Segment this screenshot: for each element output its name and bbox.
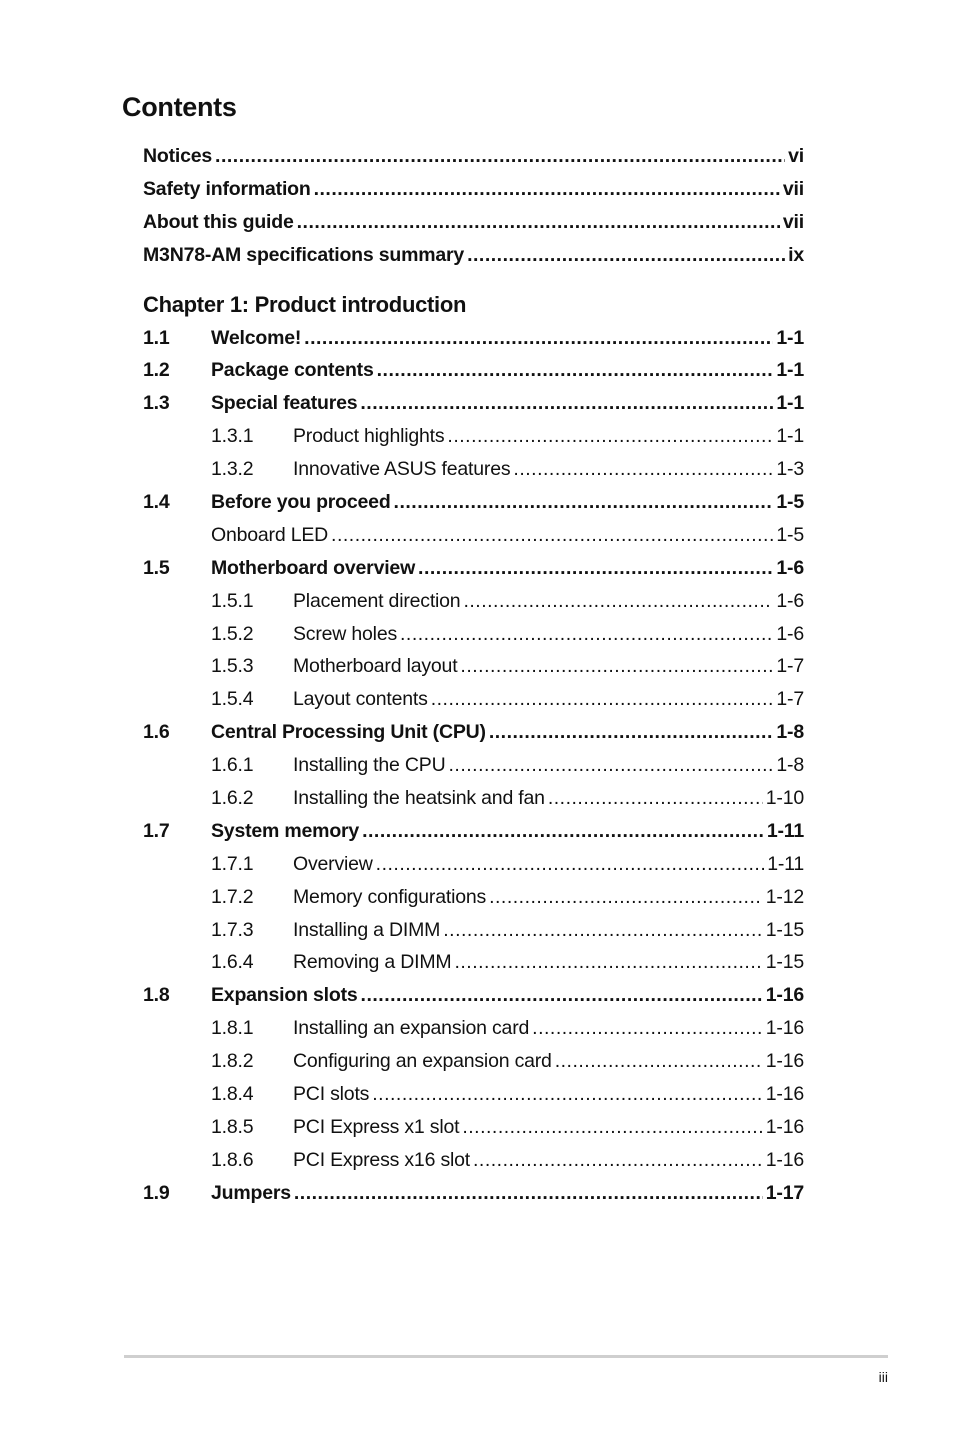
toc-entry-page: vii [782, 177, 804, 200]
toc-entry-number: 1.5 [143, 556, 170, 579]
toc-entry-label: Screw holes [293, 622, 398, 645]
toc-entry-label: Central Processing Unit (CPU) [211, 721, 486, 744]
toc-entry-label: Product highlights [293, 425, 445, 448]
toc-entry-label: About this guide [143, 210, 294, 233]
toc-entry-page: 1-7 [776, 688, 804, 711]
toc-entry-number: 1.2 [143, 359, 170, 382]
toc-entry-page: 1-11 [767, 852, 804, 875]
toc-entry-about-this-guide[interactable] [143, 206, 804, 239]
dot-leader [304, 322, 773, 355]
toc-entry-page: 1-1 [776, 359, 804, 382]
toc-entry-label: Notices [143, 145, 213, 167]
dot-leader [331, 519, 773, 552]
toc-entry-number: 1.7.1 [211, 852, 254, 875]
toc-entry-label: Removing a DIMM [293, 951, 452, 974]
toc-entry-1-6-2[interactable] [143, 782, 804, 815]
toc-entry-number: 1.8.6 [211, 1148, 254, 1171]
dot-leader [454, 946, 762, 979]
toc-entry-1-8-6[interactable] [143, 1144, 804, 1177]
table-of-contents [143, 140, 804, 1210]
toc-entry-label: Special features [211, 392, 358, 415]
toc-entry-page: 1-8 [776, 754, 804, 777]
toc-entry-page: 1-17 [765, 1181, 804, 1204]
toc-entry-notices[interactable] [143, 140, 804, 173]
toc-entry-label: Before you proceed [211, 491, 391, 514]
toc-entry-1-3-1[interactable] [143, 420, 804, 453]
toc-entry-page: 1-12 [765, 885, 804, 908]
toc-entry-label: Installing a DIMM [293, 918, 441, 941]
toc-entry-number: 1.3.2 [211, 458, 254, 481]
toc-entry-safety-information[interactable] [143, 173, 804, 206]
toc-entry-1-5[interactable] [143, 552, 804, 585]
toc-entry-label: Jumpers [211, 1181, 291, 1204]
toc-entry-1-4[interactable] [143, 486, 804, 519]
toc-entry-number: 1.6 [143, 721, 170, 744]
toc-entry-1-2[interactable] [143, 354, 804, 387]
toc-entry-page: ix [788, 243, 804, 266]
toc-entry-number: 1.3 [143, 392, 170, 415]
toc-entry-page: 1-3 [776, 458, 804, 481]
toc-entry-page: 1-5 [776, 523, 804, 546]
dot-leader [360, 387, 773, 420]
toc-entry-1-8-2[interactable] [143, 1045, 804, 1078]
toc-entry-page: 1-16 [765, 1115, 804, 1138]
toc-entry-1-5-3[interactable] [143, 650, 804, 683]
toc-entry-number: 1.5.4 [211, 688, 254, 711]
toc-entry-label: Memory configurations [293, 885, 487, 908]
toc-entry-page: 1-16 [765, 1148, 804, 1171]
toc-entry-label: Package contents [211, 359, 374, 382]
toc-entry-number: 1.9 [143, 1181, 170, 1204]
toc-entry-number: 1.6.2 [211, 787, 254, 810]
toc-entry-label: Installing the CPU [293, 754, 446, 777]
toc-entry-label: PCI Express x16 slot [293, 1148, 470, 1171]
toc-entry-1-1[interactable] [143, 322, 804, 355]
toc-entry-page: 1-1 [776, 392, 804, 415]
toc-entry-label: PCI Express x1 slot [293, 1115, 460, 1138]
toc-entry-number: 1.5.2 [211, 622, 254, 645]
dot-leader [460, 650, 773, 683]
toc-entry-number: 1.7.3 [211, 918, 254, 941]
dot-leader [431, 683, 774, 716]
toc-entry-1-6-1[interactable] [143, 749, 804, 782]
dot-leader [297, 206, 780, 239]
toc-entry-page: vii [782, 210, 804, 233]
toc-entry-1-3-2[interactable] [143, 453, 804, 486]
toc-entry-number: 1.8.5 [211, 1115, 254, 1138]
toc-entry-number: 1.8.2 [211, 1050, 254, 1073]
toc-entry-page: 1-16 [765, 1017, 804, 1040]
toc-entry-label: Welcome! [211, 326, 302, 349]
dot-leader [448, 749, 773, 782]
toc-entry-label: Expansion slots [211, 984, 358, 1007]
toc-entry-number: 1.5.1 [211, 589, 254, 612]
dot-leader [489, 881, 763, 914]
toc-entry-1-8-5[interactable] [143, 1111, 804, 1144]
toc-entry-page: 1-5 [776, 491, 804, 514]
toc-entry-label: Motherboard overview [211, 556, 416, 579]
dot-leader [400, 618, 773, 651]
toc-entry-1-5-1[interactable] [143, 585, 804, 618]
toc-entry-1-8-1[interactable] [143, 1012, 804, 1045]
dot-leader [377, 354, 774, 387]
toc-entry-page: 1-15 [765, 951, 804, 974]
toc-entry-1-7-1[interactable] [143, 848, 804, 881]
toc-entry-1-8[interactable] [143, 979, 804, 1012]
toc-entry-page: 1-16 [765, 1050, 804, 1073]
toc-entry-page: 1-6 [776, 556, 804, 579]
toc-entry-number: 1.3.1 [211, 425, 254, 448]
toc-entry-number: 1.7 [143, 819, 170, 842]
toc-entry-number: 1.5.3 [211, 655, 254, 678]
toc-entry-page: 1-8 [776, 721, 804, 744]
toc-entry-number: 1.6.1 [211, 754, 254, 777]
dot-leader [463, 585, 773, 618]
toc-entry-label: Configuring an expansion card [293, 1050, 552, 1073]
footer-divider [124, 1355, 888, 1358]
page-number: iii [878, 1369, 888, 1385]
dot-leader [489, 716, 774, 749]
toc-entry-1-5-2[interactable] [143, 618, 804, 651]
dot-leader [294, 1177, 763, 1210]
chapter-heading: Chapter 1: Product introduction [143, 291, 467, 317]
toc-entry-number: 1.7.2 [211, 885, 254, 908]
dot-leader [362, 815, 764, 848]
dot-leader [548, 782, 763, 815]
toc-entry-label: Innovative ASUS features [293, 458, 511, 481]
toc-entry-number: 1.8.4 [211, 1083, 254, 1106]
toc-entry-number: 1.4 [143, 491, 170, 514]
toc-entry-1-7[interactable] [143, 815, 804, 848]
toc-entry-number: 1.6.4 [211, 951, 254, 974]
toc-entry-number: 1.8.1 [211, 1017, 254, 1040]
toc-entry-1-7-2[interactable] [143, 881, 804, 914]
toc-entry-1-8-4[interactable] [143, 1078, 804, 1111]
toc-entry-page: 1-11 [766, 819, 804, 842]
toc-entry-label: Placement direction [293, 589, 461, 612]
dot-leader [418, 552, 773, 585]
toc-entry-page: 1-7 [776, 655, 804, 678]
toc-entry-1-5-4[interactable] [143, 683, 804, 716]
toc-entry-1-9[interactable] [143, 1177, 804, 1210]
dot-leader [215, 140, 785, 173]
toc-entry-page: 1-16 [765, 1083, 804, 1106]
toc-entry-label: Installing an expansion card [293, 1017, 530, 1040]
toc-entry-label: Overview [293, 852, 373, 875]
toc-entry-page: 1-1 [776, 326, 804, 349]
toc-entry-label: Installing the heatsink and fan [293, 787, 545, 810]
toc-entry-page: 1-6 [776, 589, 804, 612]
dot-leader [513, 453, 773, 486]
toc-entry-page: 1-16 [765, 984, 804, 1007]
dot-leader [467, 239, 785, 272]
dot-leader [443, 914, 763, 947]
toc-entry-label: Onboard LED [211, 523, 329, 546]
toc-entry-label: PCI slots [293, 1083, 370, 1106]
dot-leader [447, 420, 773, 453]
toc-entry-1-7-3[interactable] [143, 914, 804, 947]
toc-entry-page: 1-15 [765, 918, 804, 941]
toc-entry-label: Layout contents [293, 688, 428, 711]
toc-entry-1-6-4[interactable] [143, 946, 804, 979]
dot-leader [376, 848, 765, 881]
toc-entry-label: System memory [211, 819, 360, 842]
dot-leader [361, 979, 763, 1012]
toc-entry-1-6[interactable] [143, 716, 804, 749]
toc-entry-page: vi [788, 145, 804, 167]
toc-entry-number: 1.8 [143, 984, 170, 1007]
dot-leader [462, 1111, 762, 1144]
dot-leader [555, 1045, 763, 1078]
dot-leader [532, 1012, 763, 1045]
toc-entry-page: 1-6 [776, 622, 804, 645]
toc-entry-label: Motherboard layout [293, 655, 458, 678]
dot-leader [473, 1144, 763, 1177]
dot-leader [314, 173, 780, 206]
toc-entry-label: Safety information [143, 177, 311, 200]
toc-entry-page: 1-1 [776, 425, 804, 448]
toc-entry-number: 1.1 [143, 326, 170, 349]
toc-entry-onboard-led[interactable] [143, 519, 804, 552]
page-title: Contents [122, 92, 237, 122]
dot-leader [394, 486, 774, 519]
toc-entry-specifications-summary[interactable] [143, 239, 804, 272]
toc-entry-page: 1-10 [765, 787, 804, 810]
toc-entry-1-3[interactable] [143, 387, 804, 420]
toc-entry-label: M3N78-AM specifications summary [143, 243, 465, 266]
dot-leader [372, 1078, 763, 1111]
